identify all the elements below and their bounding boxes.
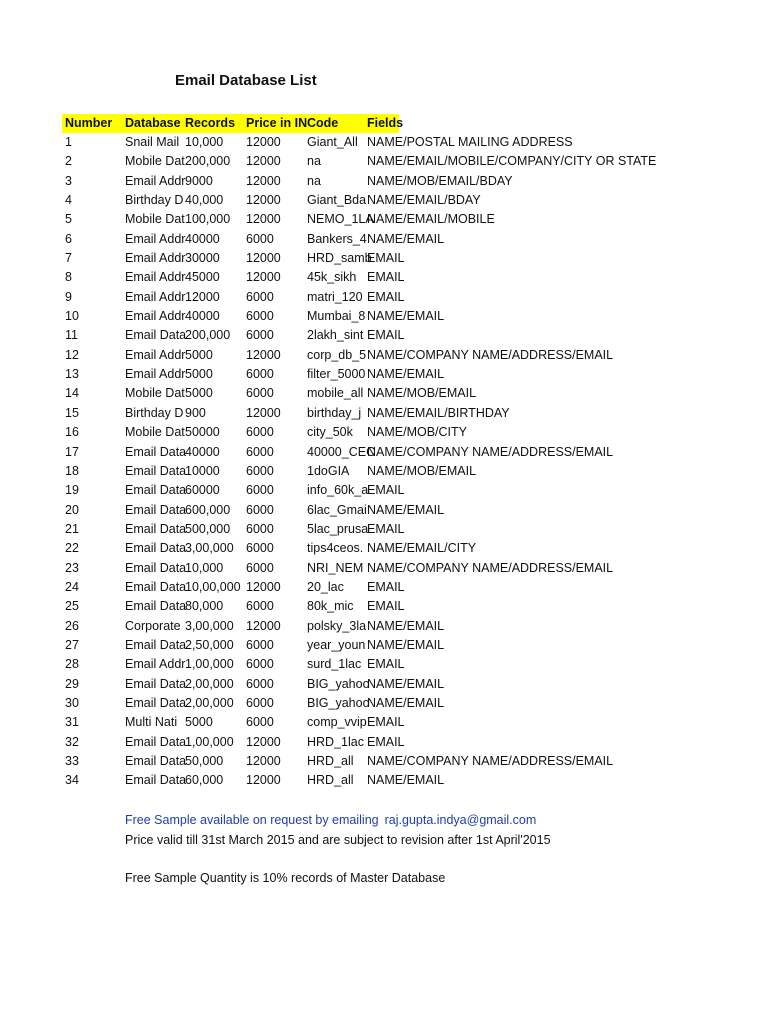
header-price: Price in IN [246, 116, 308, 130]
row-fields: EMAIL [367, 599, 405, 614]
row-code: matri_120 [307, 289, 363, 304]
row-code: city_50k [307, 425, 353, 440]
row-records: 50000 [185, 425, 220, 440]
row-price: 6000 [246, 560, 274, 575]
row-number: 32 [65, 734, 79, 749]
row-database: Email Data [125, 637, 187, 652]
row-fields: NAME/EMAIL/MOBILE/COMPANY/CITY OR STATE [367, 154, 657, 169]
row-records: 12000 [185, 289, 220, 304]
row-number: 28 [65, 657, 79, 672]
row-number: 17 [65, 444, 79, 459]
row-code: 80k_mic [307, 599, 354, 614]
row-number: 26 [65, 618, 79, 633]
row-fields: NAME/EMAIL [367, 773, 445, 788]
row-price: 6000 [246, 637, 274, 652]
row-records: 5000 [185, 347, 213, 362]
row-fields: NAME/EMAIL/BDAY [367, 193, 481, 208]
row-number: 19 [65, 483, 79, 498]
row-code: 1doGIA [307, 463, 350, 478]
row-records: 2,00,000 [185, 676, 234, 691]
row-number: 18 [65, 463, 79, 478]
row-code: HRD_samb [307, 251, 372, 266]
row-price: 12000 [246, 193, 281, 208]
table-row [62, 636, 702, 655]
row-fields: NAME/EMAIL [367, 367, 445, 382]
row-records: 5000 [185, 367, 213, 382]
row-database: Email Addr [125, 347, 186, 362]
row-price: 6000 [246, 309, 274, 324]
row-code: filter_5000 [307, 367, 366, 382]
row-price: 12000 [246, 212, 281, 227]
row-fields: NAME/MOB/EMAIL/BDAY [367, 173, 513, 188]
row-number: 22 [65, 541, 79, 556]
row-records: 10,000 [185, 135, 224, 149]
table-row [62, 404, 702, 423]
row-number: 29 [65, 676, 79, 691]
row-records: 40,000 [185, 193, 224, 208]
row-database: Mobile Dat [125, 154, 185, 169]
row-records: 40000 [185, 444, 220, 459]
row-number: 13 [65, 367, 79, 382]
row-code: corp_db_5 [307, 347, 367, 362]
row-records: 10,000 [185, 560, 224, 575]
row-fields: NAME/EMAIL [367, 502, 445, 517]
row-number: 4 [65, 193, 72, 208]
table-row [62, 501, 702, 520]
row-records: 50,000 [185, 754, 224, 768]
row-number: 7 [65, 251, 72, 266]
row-number: 9 [65, 289, 72, 304]
free-sample-text: Free Sample available on request by emailing [125, 813, 379, 827]
row-code: Giant_Bda [307, 193, 367, 208]
row-records: 600,000 [185, 502, 231, 517]
row-records: 1,00,000 [185, 657, 234, 672]
row-code: 2lakh_sint [307, 328, 364, 343]
row-database: Email Data [125, 560, 187, 575]
row-fields: NAME/EMAIL/BIRTHDAY [367, 405, 510, 420]
row-code: comp_vvip [307, 715, 367, 730]
row-fields: NAME/EMAIL [367, 231, 445, 246]
row-fields: NAME/MOB/EMAIL [367, 463, 477, 478]
row-price: 12000 [246, 173, 281, 188]
row-database: Snail Mail [125, 135, 180, 149]
row-records: 10000 [185, 463, 220, 478]
row-number: 14 [65, 386, 79, 401]
row-records: 100,000 [185, 212, 231, 227]
row-code: HRD_all [307, 773, 354, 788]
row-code: Mumbai_8 [307, 309, 366, 324]
row-code: surd_1lac [307, 657, 362, 672]
row-database: Email Data [125, 773, 187, 788]
row-database: Email Data [125, 444, 187, 459]
price-validity-note: Price valid till 31st March 2015 and are subject to revision after 1st April'2015 [125, 833, 551, 847]
table-row [62, 249, 702, 268]
row-records: 5000 [185, 715, 213, 730]
row-fields: EMAIL [367, 579, 405, 594]
row-records: 200,000 [185, 328, 231, 343]
row-number: 23 [65, 560, 79, 575]
row-price: 6000 [246, 483, 274, 498]
row-records: 3,00,000 [185, 541, 234, 556]
row-number: 21 [65, 521, 79, 536]
row-database: Email Addr [125, 657, 186, 672]
row-price: 6000 [246, 502, 274, 517]
row-records: 40000 [185, 309, 220, 324]
table-row [62, 559, 702, 578]
row-price: 6000 [246, 231, 274, 246]
table-row [62, 481, 702, 500]
row-fields: NAME/COMPANY NAME/ADDRESS/EMAIL [367, 560, 614, 575]
row-code: Giant_All [307, 135, 358, 149]
row-records: 3,00,000 [185, 618, 234, 633]
row-code: 6lac_Gmai [307, 502, 367, 517]
row-fields: NAME/EMAIL [367, 618, 445, 633]
row-database: Email Addr [125, 309, 186, 324]
row-database: Email Data [125, 676, 187, 691]
row-price: 12000 [246, 270, 281, 285]
row-price: 6000 [246, 695, 274, 710]
row-records: 60000 [185, 483, 220, 498]
row-code: info_60k_a [307, 483, 369, 498]
row-number: 2 [65, 154, 72, 169]
row-code: HRD_all [307, 754, 354, 768]
row-price: 6000 [246, 541, 274, 556]
row-number: 25 [65, 599, 79, 614]
table-row [62, 597, 702, 616]
table-row [62, 733, 702, 752]
row-code: na [307, 154, 321, 169]
row-records: 9000 [185, 173, 213, 188]
row-fields: NAME/COMPANY NAME/ADDRESS/EMAIL [367, 347, 614, 362]
row-records: 60,000 [185, 773, 224, 788]
row-database: Mobile Dat [125, 386, 185, 401]
row-fields: NAME/EMAIL [367, 695, 445, 710]
row-database: Email Data [125, 579, 187, 594]
row-database: Birthday D [125, 405, 184, 420]
row-fields: EMAIL [367, 483, 405, 498]
row-code: na [307, 173, 321, 188]
row-records: 5000 [185, 386, 213, 401]
row-code: year_youn [307, 637, 366, 652]
free-sample-note [125, 813, 536, 827]
row-number: 11 [65, 328, 78, 343]
table-row [62, 578, 702, 597]
table-row [62, 694, 702, 713]
table-row [62, 172, 702, 191]
row-price: 12000 [246, 154, 281, 169]
row-database: Mobile Dat [125, 425, 185, 440]
row-code: tips4ceos. [307, 541, 364, 556]
row-database: Multi Nati [125, 715, 178, 730]
table-row [62, 539, 702, 558]
row-fields: NAME/MOB/EMAIL [367, 386, 477, 401]
table-row [62, 307, 702, 326]
row-database: Email Addr [125, 270, 186, 285]
table-row [62, 462, 702, 481]
row-records: 80,000 [185, 599, 224, 614]
row-number: 20 [65, 502, 79, 517]
header-number: Number [65, 116, 113, 130]
row-fields: EMAIL [367, 734, 405, 749]
row-price: 6000 [246, 444, 274, 459]
table-header-row [62, 114, 404, 133]
row-number: 34 [65, 773, 79, 788]
row-code: HRD_1lac [307, 734, 364, 749]
sample-quantity-note: Free Sample Quantity is 10% records of Master Database [125, 871, 446, 885]
row-database: Email Data [125, 328, 187, 343]
row-fields: NAME/POSTAL MAILING ADDRESS [367, 135, 573, 149]
row-code: NEMO_1LA [307, 212, 374, 227]
row-price: 6000 [246, 676, 274, 691]
row-code: 40000_CEC [307, 444, 376, 459]
row-fields: EMAIL [367, 657, 405, 672]
row-database: Email Addr [125, 289, 186, 304]
row-fields: NAME/COMPANY NAME/ADDRESS/EMAIL [367, 754, 614, 768]
row-price: 12000 [246, 618, 281, 633]
row-code: 45k_sikh [307, 270, 357, 285]
row-records: 40000 [185, 231, 220, 246]
table-row [62, 133, 702, 152]
table-row [62, 210, 702, 229]
table-row [62, 384, 702, 403]
table-row [62, 230, 702, 249]
row-price: 12000 [246, 135, 281, 149]
row-fields: NAME/MOB/CITY [367, 425, 468, 440]
row-number: 5 [65, 212, 72, 227]
table-row [62, 365, 702, 384]
row-number: 15 [65, 405, 79, 420]
row-code: birthday_j [307, 405, 362, 420]
row-records: 2,50,000 [185, 637, 234, 652]
table-row [62, 326, 702, 345]
row-price: 6000 [246, 386, 274, 401]
row-database: Email Data [125, 521, 187, 536]
row-database: Email Data [125, 695, 187, 710]
row-price: 6000 [246, 463, 274, 478]
row-number: 8 [65, 270, 72, 285]
row-number: 30 [65, 695, 79, 710]
row-database: Email Data [125, 541, 187, 556]
row-database: Email Data [125, 463, 187, 478]
row-price: 6000 [246, 599, 274, 614]
row-records: 10,00,000 [185, 579, 241, 594]
row-price: 6000 [246, 289, 274, 304]
row-number: 31 [65, 715, 79, 730]
row-records: 1,00,000 [185, 734, 234, 749]
row-number: 33 [65, 754, 79, 768]
table-body [62, 133, 702, 791]
row-database: Email Data [125, 502, 187, 517]
row-price: 6000 [246, 425, 274, 440]
row-number: 6 [65, 231, 72, 246]
table-row [62, 346, 702, 365]
row-database: Email Data [125, 599, 187, 614]
row-number: 3 [65, 173, 72, 188]
row-number: 16 [65, 425, 79, 440]
row-code: BIG_yahoo [307, 695, 370, 710]
row-price: 12000 [246, 347, 281, 362]
table-row [62, 617, 702, 636]
row-records: 45000 [185, 270, 220, 285]
row-fields: EMAIL [367, 521, 405, 536]
row-fields: EMAIL [367, 289, 405, 304]
row-code: polsky_3la [307, 618, 367, 633]
row-price: 12000 [246, 405, 281, 420]
row-number: 12 [65, 347, 79, 362]
row-records: 900 [185, 405, 206, 420]
header-records: Records [185, 116, 236, 130]
row-database: Mobile Dat [125, 212, 185, 227]
row-price: 6000 [246, 657, 274, 672]
table-row [62, 675, 702, 694]
row-fields: NAME/EMAIL/MOBILE [367, 212, 495, 227]
header-code: Code [307, 116, 339, 130]
row-price: 6000 [246, 715, 274, 730]
row-price: 12000 [246, 773, 281, 788]
row-fields: EMAIL [367, 251, 405, 266]
row-fields: NAME/EMAIL [367, 309, 445, 324]
table-row [62, 655, 702, 674]
row-records: 200,000 [185, 154, 231, 169]
row-number: 27 [65, 637, 79, 652]
row-price: 12000 [246, 734, 281, 749]
row-price: 6000 [246, 521, 274, 536]
table-row [62, 191, 702, 210]
row-fields: EMAIL [367, 715, 405, 730]
row-fields: NAME/COMPANY NAME/ADDRESS/EMAIL [367, 444, 614, 459]
row-records: 500,000 [185, 521, 231, 536]
row-price: 6000 [246, 367, 274, 382]
row-database: Email Data [125, 754, 187, 768]
row-code: 5lac_prusa [307, 521, 369, 536]
table-row [62, 771, 702, 790]
row-code: BIG_yahoo [307, 676, 370, 691]
contact-email[interactable]: raj.gupta.indya@gmail.com [384, 813, 537, 827]
row-number: 24 [65, 579, 79, 594]
row-code: NRI_NEM [307, 560, 364, 575]
row-records: 2,00,000 [185, 695, 234, 710]
row-fields: EMAIL [367, 270, 405, 285]
table-row [62, 423, 702, 442]
row-database: Birthday D [125, 193, 184, 208]
header-database: Database [125, 116, 181, 130]
row-database: Email Data [125, 734, 187, 749]
row-database: Email Addr [125, 251, 186, 266]
row-database: Email Addr [125, 367, 186, 382]
row-price: 12000 [246, 754, 281, 768]
row-code: mobile_all [307, 386, 364, 401]
row-database: Email Data [125, 483, 187, 498]
row-fields: EMAIL [367, 328, 405, 343]
header-fields: Fields [367, 116, 404, 130]
row-records: 30000 [185, 251, 220, 266]
row-number: 10 [65, 309, 79, 324]
row-price: 12000 [246, 579, 281, 594]
row-code: Bankers_4 [307, 231, 367, 246]
row-price: 12000 [246, 251, 281, 266]
row-fields: NAME/EMAIL [367, 676, 445, 691]
row-number: 1 [65, 135, 72, 149]
table-row [62, 152, 702, 171]
table-row [62, 443, 702, 462]
row-fields: NAME/EMAIL/CITY [367, 541, 477, 556]
row-database: Email Addr [125, 173, 186, 188]
row-database: Email Addr [125, 231, 186, 246]
row-fields: NAME/EMAIL [367, 637, 445, 652]
row-database: Corporate [125, 618, 181, 633]
table-row [62, 752, 702, 771]
row-price: 6000 [246, 328, 274, 343]
table-row [62, 268, 702, 287]
page-title: Email Database List [175, 72, 317, 89]
table-row [62, 520, 702, 539]
row-code: 20_lac [307, 579, 344, 594]
table-row [62, 288, 702, 307]
table-row [62, 713, 702, 732]
